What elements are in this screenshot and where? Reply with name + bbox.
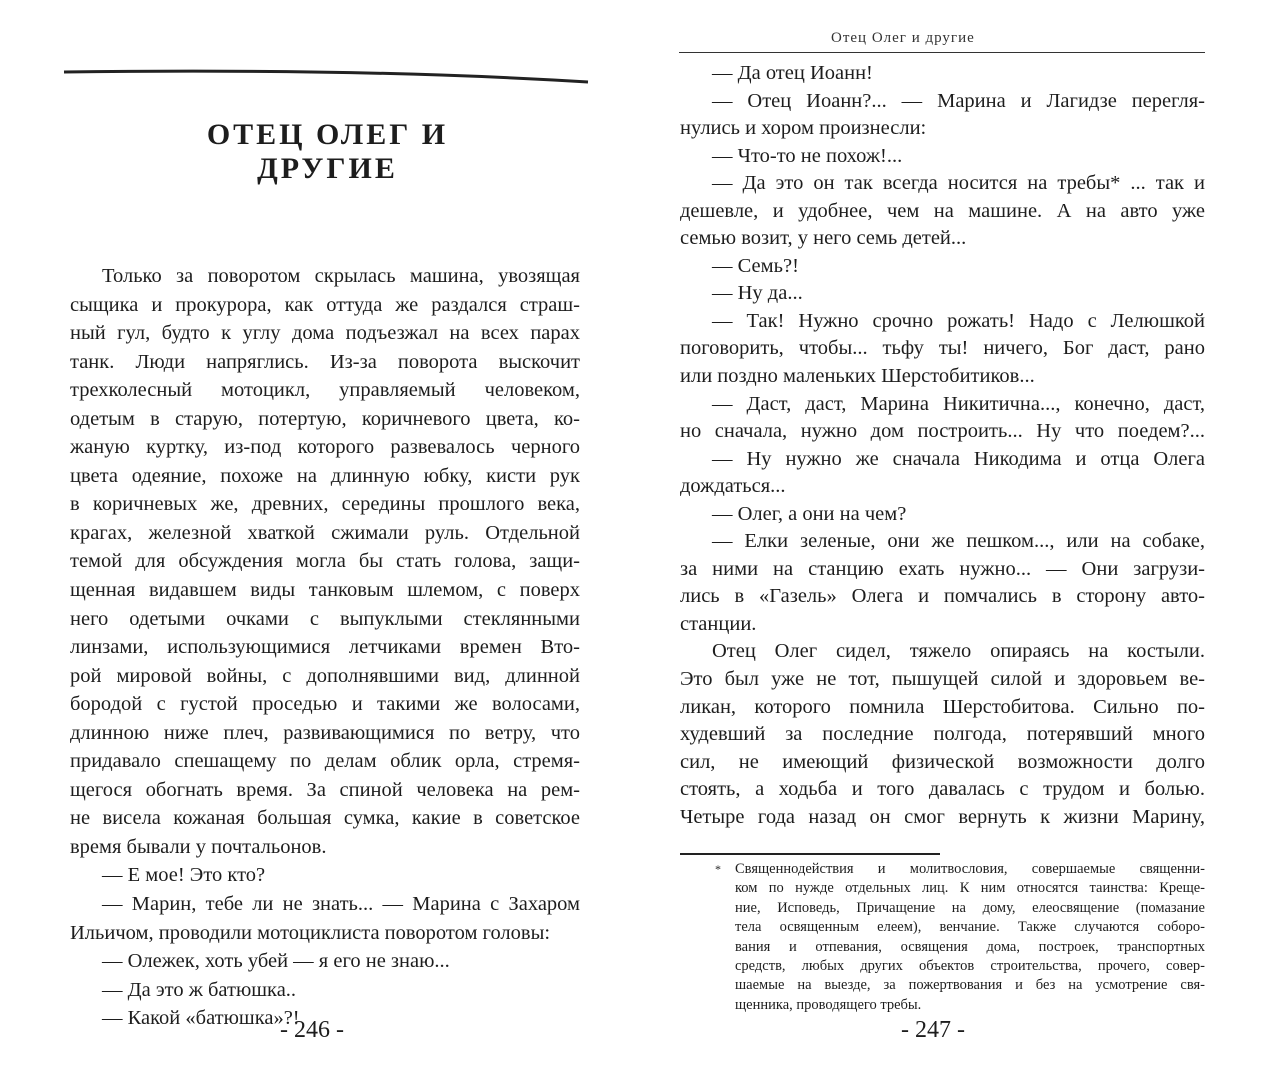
running-head: Отец Олег и другие <box>831 30 975 46</box>
text-line: ный гул, будто к углу дома подъезжал на всех парах <box>70 322 580 345</box>
text-line: сыщика и прокурора, как оттуда же раздался страш- <box>70 293 580 316</box>
text-line: — Да это ж батюшка.. <box>102 978 297 1001</box>
body-text <box>680 60 1205 831</box>
text-line: не висела кожаная большая сумка, какие в советское <box>70 807 580 830</box>
text-line: жаную куртку, из-под которого развевалось черного <box>70 436 580 459</box>
text-line: станции. <box>680 612 757 635</box>
text-line: вания и отпевания, освящения дома, построек, транспортных <box>735 938 1205 955</box>
text-line: — Олежек, хоть убей — я его не знаю... <box>102 950 450 973</box>
text-line: него одетыми очками с выпуклыми стеклянными <box>70 607 580 630</box>
text-line: щенная видавшем виды танковым шлемом, с поверх <box>70 579 580 602</box>
text-line: — Так! Нужно срочно рожать! Надо с Лелюшкой <box>712 309 1205 332</box>
header-rule <box>679 52 1205 53</box>
text-line: — Е мое! Это кто? <box>102 864 266 887</box>
text-line: семью возит, у него семь детей... <box>680 227 967 250</box>
text-line: — Ну да... <box>712 282 803 305</box>
text-line: ком по нужде отдельных лиц. К ним относятся таинства: Креще- <box>735 880 1205 897</box>
text-line: тела освященным елеем), венчание. Также случаются соборо- <box>735 919 1205 936</box>
text-line: Отец Олег сидел, тяжело опираясь на костыли. <box>712 640 1205 663</box>
text-line: — Какой «батюшка»?! <box>102 1007 300 1030</box>
text-line: — Олег, а они на чем? <box>712 502 907 525</box>
footnote-mark: * <box>715 862 721 876</box>
text-line: или поздно маленьких Шерстобитиков... <box>680 365 1035 388</box>
text-line: в коричневых же, древних, середины прошлого века, <box>70 493 580 516</box>
text-line: Четыре года назад он смог вернуть к жизни Марину, <box>680 805 1205 828</box>
text-line: средств, любых других объектов строительства, прочего, совер- <box>735 957 1205 974</box>
text-line: за ними на станцию ехать нужно... — Они загрузи- <box>680 557 1205 580</box>
text-line: Только за поворотом скрылась машина, увозящая <box>102 265 580 287</box>
text-line: дождаться... <box>680 475 786 498</box>
text-line: линзами, использующимися летчиками времен Вто- <box>70 636 580 659</box>
page-number: - 247 - <box>901 1017 965 1043</box>
text-line: — Что-то не похож!... <box>712 144 903 167</box>
text-line: цвета одеяние, похоже на длинную юбку, кисти рук <box>70 464 580 487</box>
text-line: крагах, железной хваткой сжимали руль. Отдельной <box>70 521 580 544</box>
text-line: щенника, проводящего требы. <box>735 996 922 1013</box>
text-line: Это был уже не тот, пышущей силой и здоровьем ве- <box>680 668 1205 691</box>
footnote <box>735 860 1205 1015</box>
text-line: темой для обсуждения могла бы стать голова, защи- <box>70 550 580 573</box>
text-line: но сначала, нужно дом построить... Ну что поедем?... <box>680 420 1205 443</box>
right-page <box>631 0 1262 1080</box>
text-line: время бывали у почтальонов. <box>70 835 327 858</box>
text-line: — Елки зеленые, они же пешком..., или на собаке, <box>712 530 1205 553</box>
text-line: рой мировой войны, с дополнявшими вид, длинной <box>70 664 580 687</box>
body-text <box>70 262 580 1033</box>
text-line: Священнодействия и молитвословия, совершаемые священни- <box>735 861 1205 877</box>
page-number: - 246 - <box>280 1017 344 1043</box>
chapter-decorative-rule <box>62 62 592 86</box>
text-line: шаемые на выезде, за пожертвования и без на усмотрение свя- <box>735 977 1205 994</box>
text-line: — Да отец Иоанн! <box>712 62 873 84</box>
chapter-title: ОТЕЦ ОЛЕГ И ДРУГИЕ <box>206 118 449 185</box>
text-line: длинною ниже плеч, развивающимися по ветру, что <box>70 721 580 744</box>
text-line: бородой с густой проседью и такими же волосами, <box>70 693 580 716</box>
text-line: лись в «Газель» Олега и помчались в сторону авто- <box>680 585 1205 608</box>
text-line: худевший за последние полгода, потерявший много <box>680 723 1205 746</box>
text-line: щегося обогнать время. За спиной человека на рем- <box>70 778 580 801</box>
text-line: — Да это он так всегда носится на требы* ... так и <box>712 172 1205 195</box>
text-line: одетым в старую, потертую, коричневого цвета, ко- <box>70 407 580 430</box>
text-line: поговорить, чтобы... тьфу ты! ничего, Бог даст, рано <box>680 337 1205 360</box>
text-line: — Марин, тебе ли не знать... — Марина с Захаром <box>102 893 580 916</box>
text-line: Ильичом, проводили мотоциклиста поворотом головы: <box>70 921 551 944</box>
text-line: — Семь?! <box>712 254 799 277</box>
text-line: ние, Исповедь, Причащение на дому, елеосвящение (помазание <box>735 899 1205 916</box>
text-line: дешевле, и удобнее, чем на машине. А на авто уже <box>680 199 1205 222</box>
text-line: придавало спешащему по делам облик орла, стремя- <box>70 750 580 773</box>
text-line: — Ну нужно же сначала Никодима и отца Олега <box>712 447 1205 470</box>
text-line: стоять, а ходьба и того давалась с трудом и болью. <box>680 778 1205 801</box>
text-line: трехколесный мотоцикл, управляемый человеком, <box>70 379 580 402</box>
text-line: танк. Люди напряглись. Из-за поворота выскочит <box>70 350 580 373</box>
text-line: нулись и хором произнесли: <box>680 117 927 140</box>
text-line: сил, не имеющий физической возможности долго <box>680 750 1205 773</box>
text-line: ликан, которого помнила Шерстобитова. Сильно по- <box>680 695 1205 718</box>
footnote-rule <box>680 853 940 855</box>
text-line: — Даст, даст, Марина Никитична..., конечно, даст, <box>712 392 1205 415</box>
text-line: — Отец Иоанн?... — Марина и Лагидзе перегля- <box>712 89 1205 112</box>
